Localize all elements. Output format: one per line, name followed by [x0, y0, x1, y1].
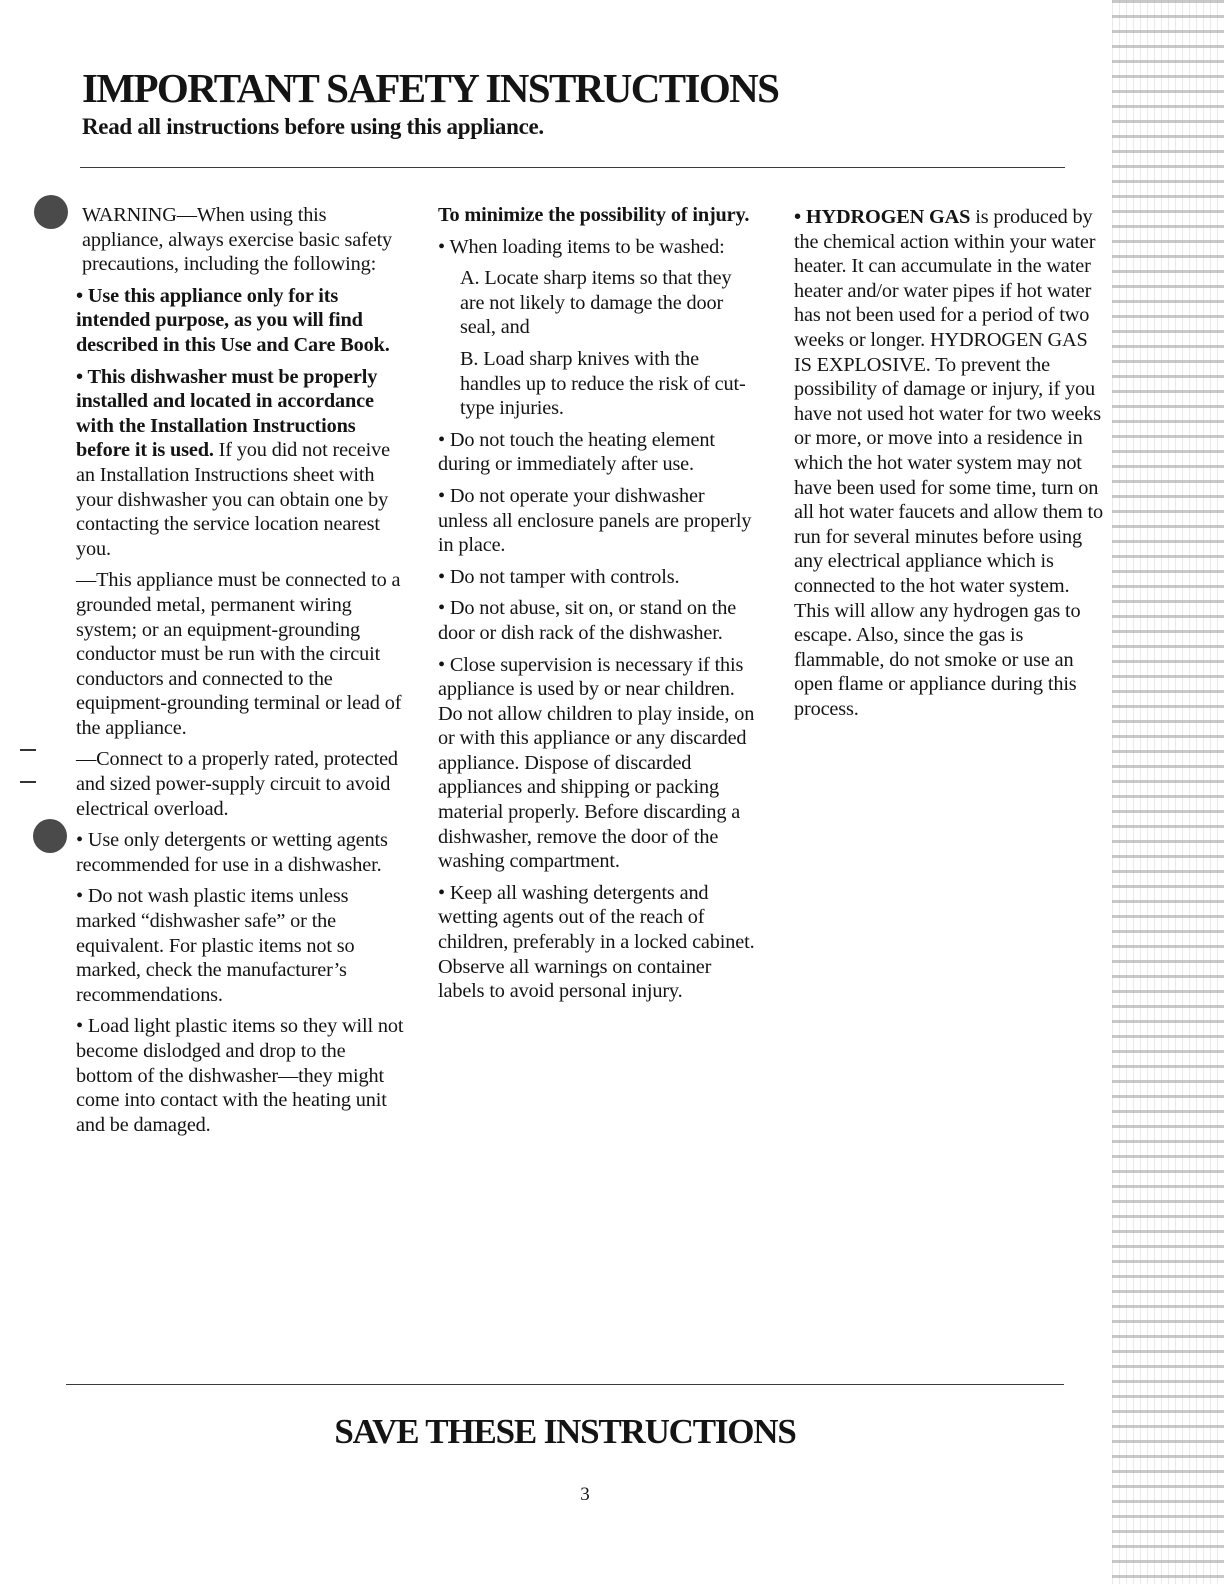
keep-away-item: • Keep all washing detergents and wetting agents out of the reach of children, preferably in a locked cabinet. Observe all warnings on container labels to avoid personal injury. [438, 881, 755, 1003]
bottom-divider [66, 1384, 1064, 1385]
punch-hole-mark [33, 819, 67, 853]
right-column [794, 205, 1109, 728]
grounding-paragraph: —This appliance must be connected to a grounded metal, permanent wiring system; or an equipment-grounding conductor must be run with the circuit conductors and connected to the equipment-grounding terminal or lead of the appliance. [76, 569, 402, 739]
minimize-injury-heading: To minimize the possibility of injury. [438, 204, 750, 226]
power-supply-paragraph: —Connect to a properly rated, protected and sized power-supply circuit to avoid electrical overload. [76, 748, 398, 820]
controls-item: • Do not tamper with controls. [438, 565, 680, 588]
left-column [76, 203, 406, 1144]
warning-paragraph: WARNING—When using this appliance, always exercise basic safety precautions, including the following: [82, 204, 393, 276]
installation-item [76, 365, 406, 562]
heating-element-item: • Do not touch the heating element during or immediately after use. [438, 428, 715, 476]
hydrogen-gas-text: is produced by the chemical action within your water heater. It can accumulate in the water heater and/or water pipes if hot water has not been used for a period of two weeks or longer. HYDROGEN GAS IS EXPLOSIVE. To prevent the possibility of damage or injury, if you have not used hot water for two weeks or more, or move into a residence in which the hot water system may not have been used for some time, turn on all hot water faucets and allow them to run for several minutes before using any electrical appliance which is connected to the hot water system. This will allow any hydrogen gas to escape. Also, since the gas is flammable, do not smoke or use an open flame or appliance during this process. [794, 206, 1103, 720]
detergents-item: • Use only detergents or wetting agents recommended for use in a dishwasher. [76, 829, 388, 876]
top-divider [80, 167, 1065, 168]
light-plastic-item: • Load light plastic items so they will not become dislodged and drop to the bottom of the dishwasher—they might come into contact with the heating unit and be damaged. [76, 1015, 404, 1136]
intended-purpose-item: • Use this appliance only for its intended purpose, as you will find described in this Use and Care Book. [76, 284, 390, 356]
page-title: IMPORTANT SAFETY INSTRUCTIONS [82, 65, 779, 111]
punch-hole-mark [34, 195, 68, 229]
loading-item: • When loading items to be washed: [438, 235, 725, 258]
save-instructions-heading: SAVE THESE INSTRUCTIONS [334, 1412, 796, 1451]
margin-tick-mark [20, 749, 36, 751]
middle-column [438, 203, 758, 1011]
page-number: 3 [580, 1484, 590, 1505]
installation-item-bold: • This dishwasher must be properly installed and located in accordance with the Installation Instructions before it is used. [76, 365, 378, 462]
door-abuse-item: • Do not abuse, sit on, or stand on the door or dish rack of the dishwasher. [438, 597, 737, 644]
page-subtitle: Read all instructions before using this appliance. [82, 114, 544, 139]
margin-tick-mark [20, 781, 36, 783]
installation-item-rest: If you did not receive an Installation Instructions sheet with your dishwasher you can obtain one by contacting the service location nearest you. [76, 439, 390, 560]
scan-edge-artifact [1112, 0, 1224, 1584]
supervision-item: • Close supervision is necessary if this appliance is used by or near children. Do not allow children to play inside, on or with this appliance or any discarded appliance. Dispose of discarded appliances and shipping or packing material properly. Before discarding a dishwasher, remove the door of the washing compartment. [438, 653, 755, 873]
hydrogen-gas-item [794, 205, 1109, 721]
plastic-items-item: • Do not wash plastic items unless marked “dishwasher safe” or the equivalent. For plastic items not so marked, check the manufacturer’s recommendations. [76, 885, 355, 1006]
sharp-knives-subitem: B. Load sharp knives with the handles up to reduce the risk of cut-type injuries. [460, 347, 746, 420]
hydrogen-gas-label: • HYDROGEN GAS [794, 206, 971, 228]
sharp-items-subitem: A. Locate sharp items so that they are not likely to damage the door seal, and [460, 267, 732, 339]
enclosure-panels-item: • Do not operate your dishwasher unless all enclosure panels are properly in place. [438, 484, 752, 557]
